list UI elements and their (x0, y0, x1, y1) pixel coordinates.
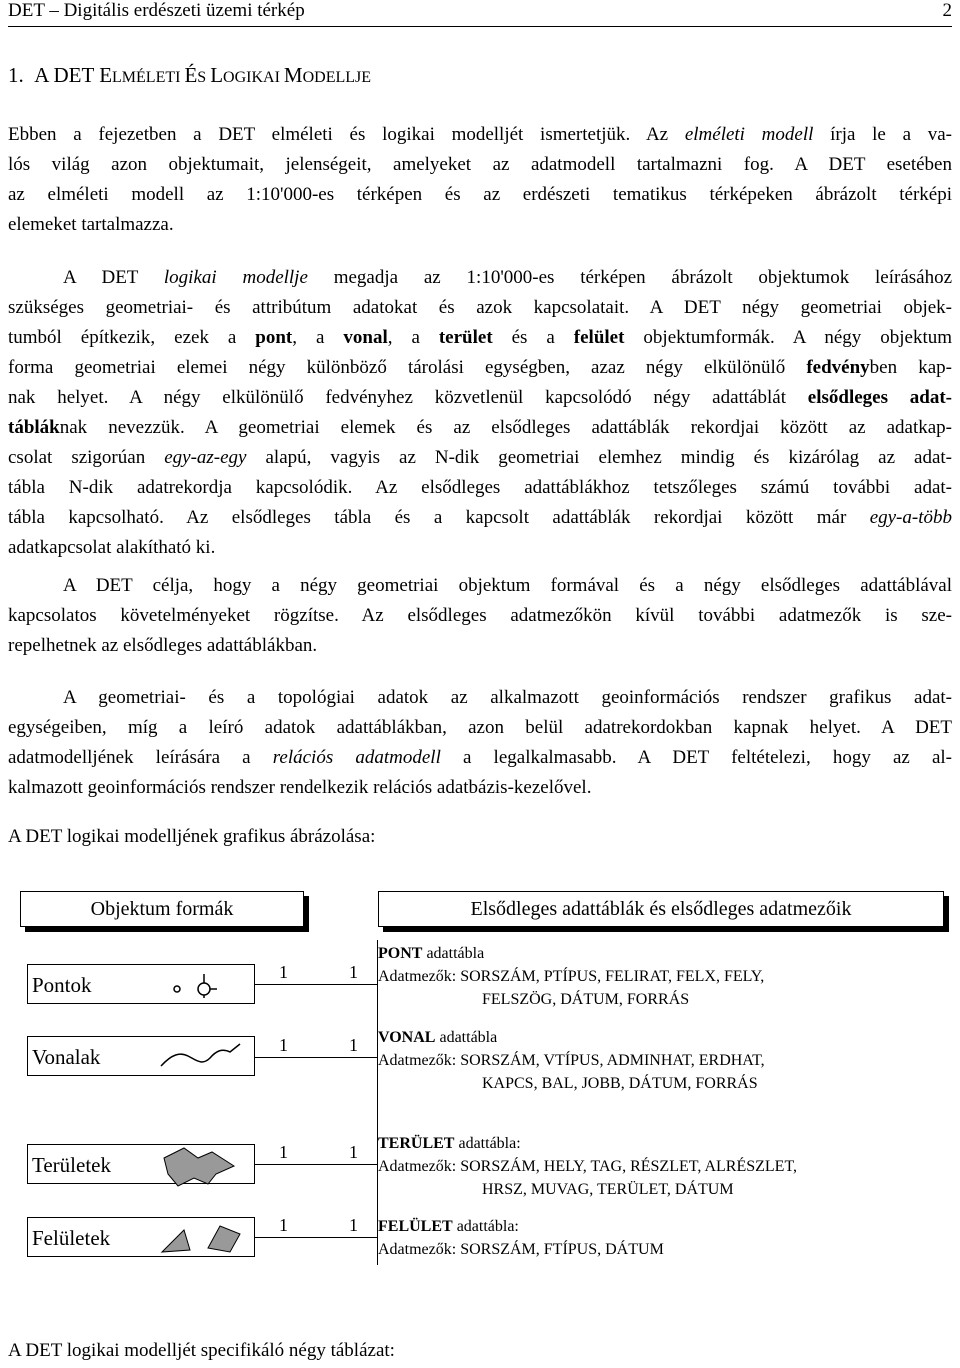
table-def-surface: FELÜLET adattábla: Adatmezők: SORSZÁM, FTÍPUS, DÁTUM (378, 1218, 664, 1258)
header-object-forms: Objektum formák (20, 891, 304, 927)
object-box-points: Pontok (27, 964, 255, 1004)
connector-points (255, 984, 377, 985)
paragraph-logical-model: A DET logikai modellje megadja az 1:10'000-es térképen ábrázolt objektumok leírásához szükséges geometriai- és attribútum adatokat és azok kapcsolatait. A DET négy geometriai objek- tumból építkezik, ezek a pont, a vonal, a terület és a felület objektumformák. A négy objektum forma geometriai elemei négy különböző tárolási egységben, azaz négy elkülönülő fedvényben kap- nak helyet. A négy elkülönülő fedvényhez közvetlenül kapcsolódó négy adattáblát elsődleges adat- tábláknak nevezzük. A geometriai elemek és az elsődleges adattáblák rekordjai között az adatkap- csolat szigorúan egy-az-egy alapú, vagyis az N-dik geometriai elemhez mindig és kizárólag az adat- tábla N-dik adatrekordja kapcsolódik. Az elsődleges adattáblákhoz tetszőleges számú további adat- tábla kapcsolható. Az elsődleges tábla és a kapcsolt adattáblák rekordjai között már egy-a-több adatkapcsolat alakítható ki. (8, 267, 953, 558)
connector-lines (255, 1057, 377, 1058)
points-symbol-icon (168, 972, 218, 998)
cardinality-left-points: 1 (279, 962, 288, 982)
paragraph-goal: A DET célja, hogy a négy geometriai objektum formával és a négy elsődleges adattáblával kapcsolatos követelményeket rögzítse. Az elsődleges adatmezőkön kívül további adatmezők is sze- repelhetnek az elsődleges adattáblákban. (8, 575, 952, 656)
cardinality-left-areas: 1 (279, 1142, 288, 1162)
cardinality-right-surfaces: 1 (349, 1215, 358, 1235)
table-def-area: TERÜLET adattábla: Adatmezők: SORSZÁM, HELY, TAG, RÉSZLET, ALRÉSZLET, HRSZ, MUVAG, TERÜLET, DÁTUM (378, 1135, 798, 1198)
page-number: 2 (942, 0, 952, 21)
chapter-heading: 1. A DET ELMÉLETI ÉS LOGIKAI MODELLJE (8, 63, 372, 87)
cardinality-right-points: 1 (349, 962, 358, 982)
cardinality-left-lines: 1 (279, 1035, 288, 1055)
header-primary-tables: Elsődleges adattáblák és elsődleges adatmezőik (378, 891, 944, 927)
object-box-surfaces: Felületek (27, 1217, 255, 1257)
object-box-lines: Vonalak (27, 1036, 255, 1076)
page-header (8, 0, 952, 27)
lines-symbol-icon (158, 1040, 243, 1072)
cardinality-right-lines: 1 (349, 1035, 358, 1055)
cardinality-left-surfaces: 1 (279, 1215, 288, 1235)
paragraph-relational: A geometriai- és a topológiai adatok az alkalmazott geoinformációs rendszer grafikus adat- egységeiben, míg a leíró adatok adattáblákban, azon belül adatrekordokban kapnak helyet. A DET adatmodelljének leírására a relációs adatmodell a legalkalmasabb. A DET feltételezi, hogy az al- kalmazott geoinformációs rendszer rendelkezik relációs adatbázis-kezelővel. (8, 687, 952, 798)
table-def-line: VONAL adattábla Adatmezők: SORSZÁM, VTÍPUS, ADMINHAT, ERDHAT, KAPCS, BAL, JOBB, DÁTUM, FORRÁS (378, 1029, 765, 1092)
table-def-point: PONT adattábla Adatmezők: SORSZÁM, PTÍPUS, FELIRAT, FELX, FELY, FELSZÖG, DÁTUM, FORRÁS (378, 945, 765, 1008)
header-title: DET – Digitális erdészeti üzemi térkép (8, 0, 305, 21)
connector-surfaces (255, 1237, 377, 1238)
cardinality-right-areas: 1 (349, 1142, 358, 1162)
tables-caption: A DET logikai modelljét specifikáló négy táblázat: (8, 1340, 395, 1361)
paragraph-theoretical-model: Ebben a fejezetben a DET elméleti és logikai modelljét ismertetjük. Az elméleti modell írja le a va- lós világ azon objektumait, jelenségeit, amelyeket az adatmodell tartalmazni fog. A DET esetében az elméleti modell az 1:10'000-es térképen és az erdészeti tematikus térképeken ábrázolt térképi elemeket tartalmazza. (8, 124, 952, 235)
object-box-areas: Területek (27, 1144, 255, 1184)
areas-symbol-icon (158, 1144, 240, 1188)
surfaces-symbol-icon (158, 1220, 244, 1258)
connector-areas (255, 1164, 377, 1165)
diagram-caption: A DET logikai modelljének grafikus ábrázolása: (8, 826, 376, 847)
